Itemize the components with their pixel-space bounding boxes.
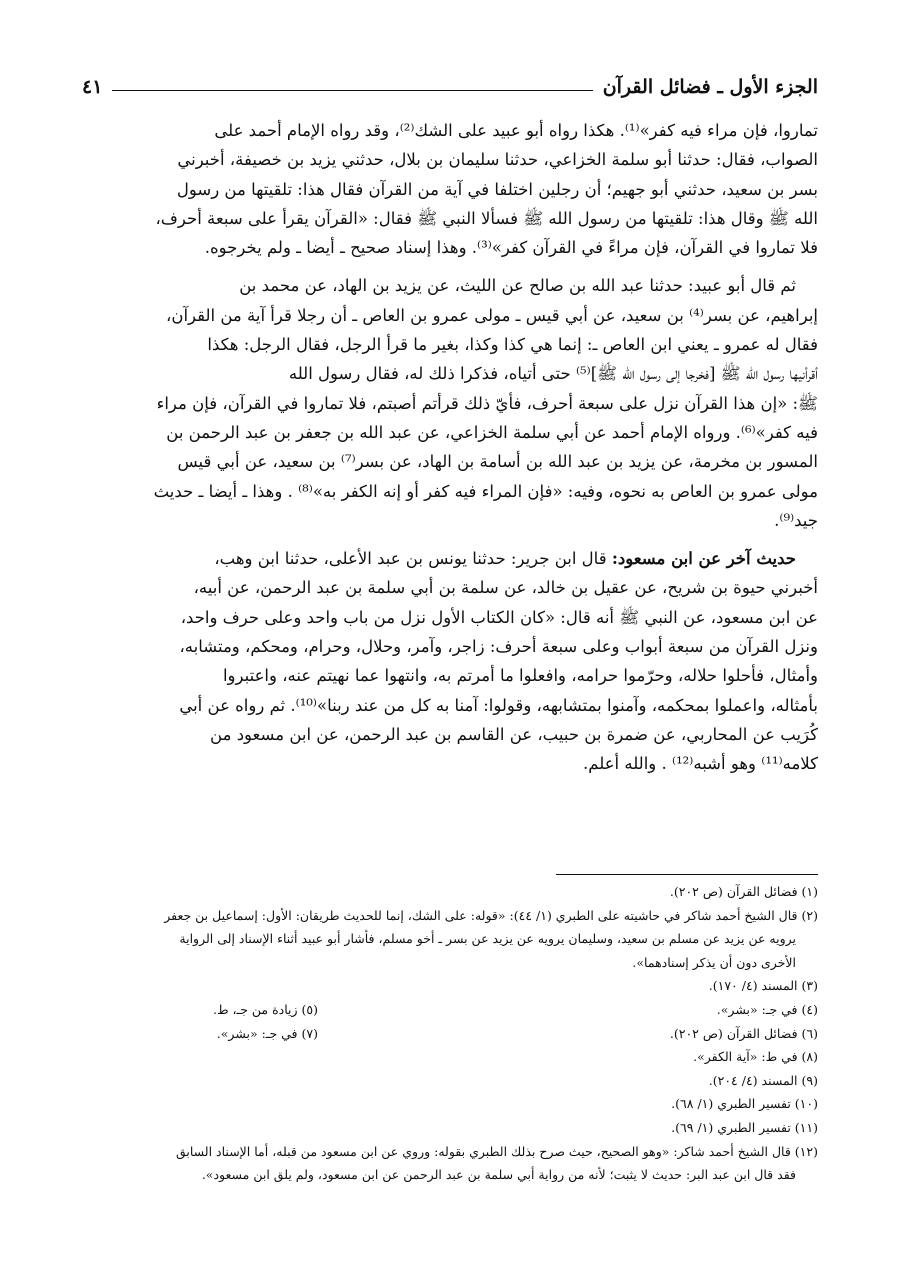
main-text	[82, 116, 818, 779]
footnote: (٧) في جـ: «بشر».	[216, 1025, 318, 1041]
text-line: كُرَيب عن المحاربي، عن ضمرة بن حبيب، عن القاسم بن عبد الرحمن، عن ابن مسعود من	[210, 724, 818, 744]
text-run: قال ابن جرير: حدثنا يونس بن عبد الأعلى، حدثنا ابن وهب،	[214, 549, 612, 569]
text-line: جيد⁽⁹⁾.	[774, 510, 818, 530]
footnote: (١) فضائل القرآن (ص ٢٠٢).	[669, 884, 818, 899]
paragraph-3	[82, 544, 818, 778]
text-line: أقرأنيها رسول الله ﷺ [فخرجا إلى رسول الله ﷺ]⁽⁵⁾ حتى أتياه، فذكرا ذلك له، فقال رسول الله	[288, 364, 818, 384]
footnote: (٥) زيادة من جـ، ط.	[213, 1001, 318, 1017]
footnote: (٢) قال الشيخ أحمد شاكر في حاشيته على الطبري (١/ ٤٤): «قوله: على الشك، إنما للحديث طريقان: الأول: إسماعيل بن جعفر	[164, 907, 818, 923]
footnote: (١٠) تفسير الطبري (١/ ٦٨).	[671, 1096, 818, 1112]
footnote-continuation: يرويه عن يزيد عن مسلم بن سعيد، وسليمان يرويه عن يزيد عن بسر ـ أخو مسلم، فأشار أبو عبيد أثناء الإسناد إلى الرواية	[179, 931, 796, 947]
running-title: الجزء الأول ـ فضائل القرآن	[602, 76, 818, 98]
text-line: إبراهيم، عن بسر⁽⁴⁾ بن سعيد، عن أبي قيس ـ مولى عمرو بن العاص ـ أن رجلا قرأ آية من القرآن،	[166, 305, 818, 325]
text-line: فقال له عمرو ـ يعني ابن العاص ـ: إنما هي كذا وكذا، بغير ما قرأ الرجل، فقال الرجل: هكذا	[207, 335, 818, 355]
paragraph-2	[82, 271, 818, 535]
text-line: فيه كفر»⁽⁶⁾. ورواه الإمام أحمد عن أبي سلمة الخزاعي، عن عبد الله بن جعفر بن عبد الرحمن بن	[166, 422, 818, 442]
text-line: بأمثاله، واعملوا بمحكمه، وآمنوا بمتشابهه، وقولوا: آمنا به كل من عند ربنا»⁽¹⁰⁾. ثم رواه عن أبي	[179, 695, 818, 715]
text-line: كلامه⁽¹¹⁾ وهو أشبه⁽¹²⁾ . والله أعلم.	[583, 754, 818, 774]
footnote: (٣) المسند (٤/ ١٧٠).	[708, 978, 818, 994]
text-line: وأمثال، فأحلوا حلاله، وحرّموا حرامه، وافعلوا ما أمرتم به، وانتهوا عما نهيتم عنه، واعتبروا	[222, 666, 818, 686]
text-line: بسر بن سعيد، حدثني أبو جهيم؛ أن رجلين اختلفا في آية من القرآن فقال هذا: تلقيتها من رسول	[176, 179, 818, 199]
text-line: المسور بن مخرمة، عن يزيد بن عبد الله بن أسامة بن الهاد، عن بسر⁽⁷⁾ بن سعيد، عن أبي قيس	[177, 452, 818, 472]
text-line	[82, 544, 818, 573]
text-line: عن ابن مسعود، عن النبي ﷺ أنه قال: «كان الكتاب الأول نزل من باب واحد وعلى حرف واحد،	[180, 607, 818, 627]
footnote-row	[82, 998, 818, 1022]
text-line: ثم قال أبو عبيد: حدثنا عبد الله بن صالح عن الليث، عن يزيد بن الهاد، عن محمد بن	[239, 276, 796, 296]
text-line: فلا تماروا في القرآن، فإن مراءً في القرآن كفر»⁽³⁾. وهذا إسناد صحيح ـ أيضا ـ ولم يخرجوه.	[204, 238, 818, 258]
text-line: أخبرني حيوة بن شريح، عن عقيل بن خالد، عن سلمة بن أبي سلمة بن عبد الرحمن، عن أبيه،	[193, 578, 818, 598]
footnotes	[82, 880, 818, 1187]
text-line: تماروا، فإن مراء فيه كفر»⁽¹⁾. هكذا رواه أبو عبيد على الشك⁽²⁾، وقد رواه الإمام أحمد على	[214, 121, 818, 140]
footnote-row	[82, 1022, 818, 1046]
footnote: (١٢) قال الشيخ أحمد شاكر: «وهو الصحيح، حيث صرح بذلك الطبري بقوله: وروي عن ابن مسعود من قبله، أما الإسناد السابق	[175, 1143, 818, 1159]
paragraph-1	[82, 116, 818, 262]
footnote-separator	[556, 874, 818, 875]
footnote: (٩) المسند (٤/ ٢٠٤).	[708, 1072, 818, 1088]
section-lead: حديث آخر عن ابن مسعود:	[611, 549, 796, 569]
text-line: ﷺ: «إن هذا القرآن نزل على سبعة أحرف، فأيّ ذلك قرأتم أصبتم، فلا تماروا في القرآن، فإن مراء	[156, 393, 818, 413]
text-line: ونزل القرآن من سبعة أبواب وعلى سبعة أحرف: زاجر، وآمر، وحلال، وحرام، ومحكم، ومتشابه،	[179, 637, 818, 657]
page-number: ٤١	[82, 76, 103, 98]
footnote: (١١) تفسير الطبري (١/ ٦٩).	[671, 1119, 818, 1135]
text-line: الله ﷺ وقال هذا: تلقيتها من رسول الله ﷺ فسألا النبي ﷺ فقال: «القرآن يقرأ على سبعة أحرف،	[155, 208, 818, 228]
page-header	[82, 70, 818, 104]
footnote: (٨) في ط: «آية الكفر».	[693, 1049, 818, 1065]
text-line: الصواب، فقال: حدثنا أبو سلمة الخزاعي، حدثنا سليمان بن بلال، حدثني يزيد بن خصيفة، أخبرني	[177, 150, 818, 170]
footnote-continuation: الأخرى دون أن يذكر إسنادهما».	[632, 954, 796, 970]
footnote-continuation: فقد قال ابن عبد البر: حديث لا يثبت؛ لأنه من رواية أبي سلمة بن عبد الرحمن عن ابن مسعود، ولم يلق ابن مسعود».	[201, 1167, 796, 1183]
footnote: (٦) فضائل القرآن (ص ٢٠٢).	[669, 1025, 818, 1041]
footnote: (٤) في جـ: «بشر».	[716, 1001, 818, 1017]
text-line: مولى عمرو بن العاص به نحوه، وفيه: «فإن المراء فيه كفر أو إنه الكفر به»⁽⁸⁾ . وهذا ـ أيضا ـ حديث	[153, 481, 818, 501]
header-rule	[112, 90, 592, 91]
